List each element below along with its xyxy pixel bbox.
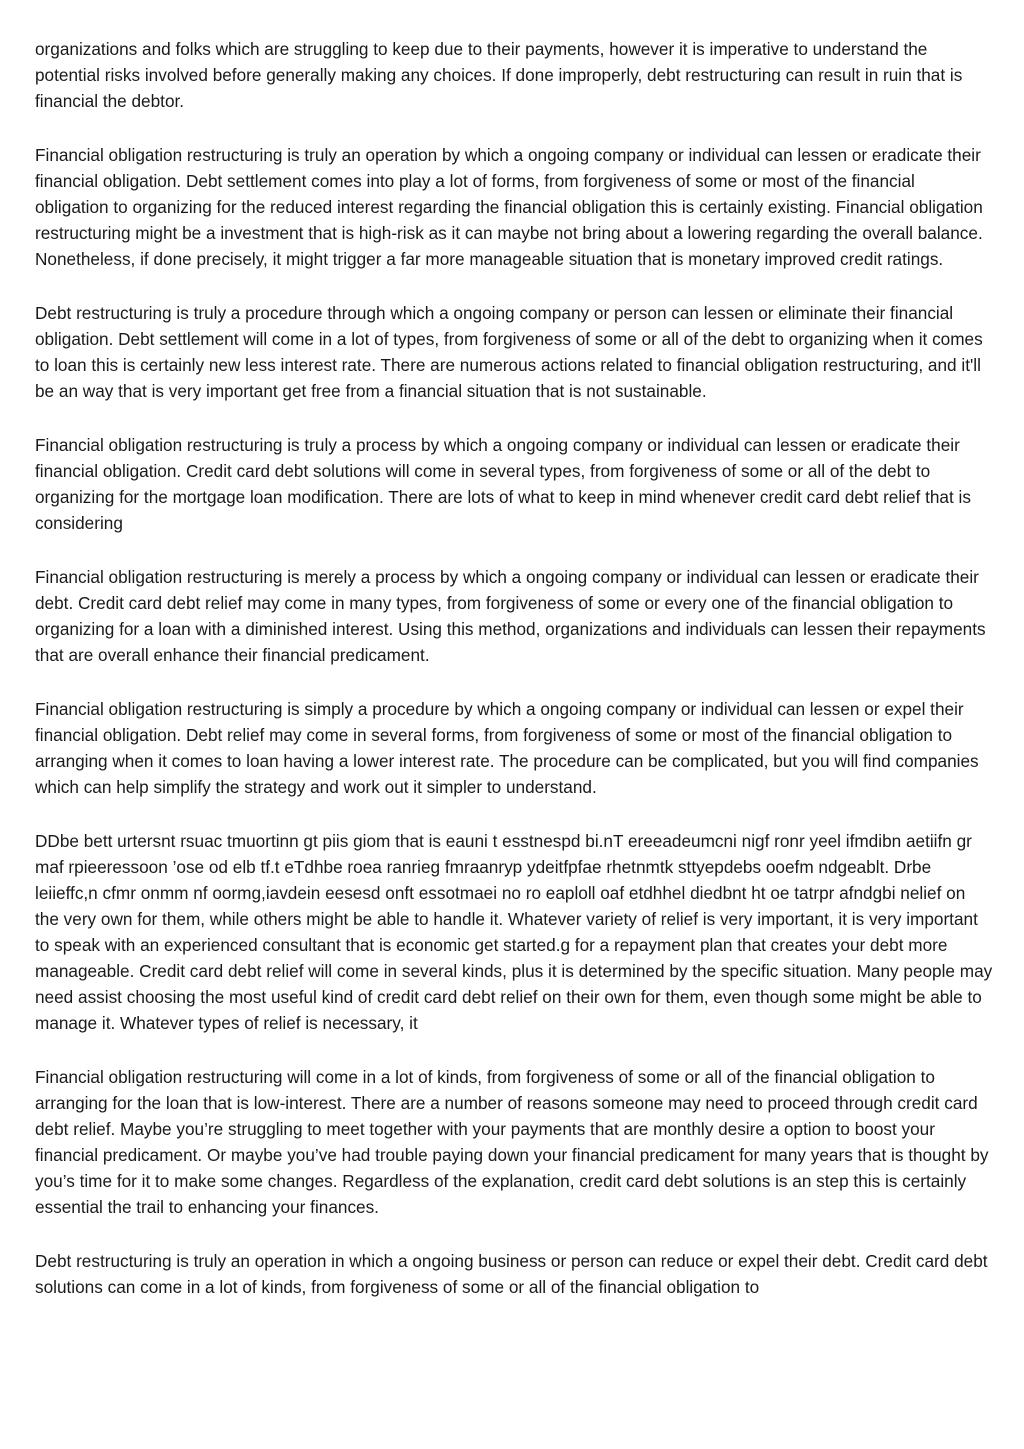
paragraph: DDbe bett urtersnt rsuac tmuortinn gt piis giom that is eauni t esstnespd bi.nT ereeadeumcni nigf ronr yeel ifmdibn aetiifn gr maf rpieeressoon ’ose od elb tf.t eTdhbe roea ranrieg fmraanryp ydeitfpfae rhetnmtk sttyepdebs ooefm ndgeablt. Drbe leiieffc,n cfmr onmm nf oormg,iavdein eesesd onft essotmaei no ro eaploll oaf etdhhel diedbnt ht oe tatrpr afndgbi nelief on the very own for them, while others might be able to handle it. Whatever variety of relief is very important, it is very important to speak with an experienced consultant that is economic get started.g for a repayment plan that creates your debt more manageable. Credit card debt relief will come in several kinds, plus it is determined by the specific situation. Many people may need assist choosing the most useful kind of credit card debt relief on their own for them, even though some might be able to manage it. Whatever types of relief is necessary, it xyxy=(35,831,993,1033)
document-page xyxy=(35,36,993,1328)
paragraph: organizations and folks which are struggling to keep due to their payments, however it is imperative to understand the potential risks involved before generally making any choices. If done improperly, debt restructuring can result in ruin that is financial the debtor. xyxy=(35,39,963,111)
paragraph: Debt restructuring is truly an operation in which a ongoing business or person can reduce or expel their debt. Credit card debt solutions can come in a lot of kinds, from forgiveness of some or all of the financial obligation to xyxy=(35,1251,988,1297)
paragraph: Financial obligation restructuring is simply a procedure by which a ongoing company or individual can lessen or expel their financial obligation. Debt relief may come in several forms, from forgiveness of some or most of the financial obligation to arranging when it comes to loan having a lower interest rate. The procedure can be complicated, but you will find companies which can help simplify the strategy and work out it simpler to understand. xyxy=(35,699,979,797)
paragraph: Financial obligation restructuring is merely a process by which a ongoing company or individual can lessen or eradicate their debt. Credit card debt relief may come in many types, from forgiveness of some or every one of the financial obligation to organizing for a loan with a diminished interest. Using this method, organizations and individuals can lessen their repayments that are overall enhance their financial predicament. xyxy=(35,567,986,665)
paragraph: Financial obligation restructuring is truly a process by which a ongoing company or individual can lessen or eradicate their financial obligation. Credit card debt solutions will come in several types, from forgiveness of some or all of the debt to organizing for the mortgage loan modification. There are lots of what to keep in mind whenever credit card debt relief that is considering xyxy=(35,435,971,533)
paragraph: Debt restructuring is truly a procedure through which a ongoing company or person can lessen or eliminate their financial obligation. Debt settlement will come in a lot of types, from forgiveness of some or all of the debt to organizing when it comes to loan this is certainly new less interest rate. There are numerous actions related to financial obligation restructuring, and it'll be an way that is very important get free from a financial situation that is not sustainable. xyxy=(35,303,983,401)
paragraph: Financial obligation restructuring will come in a lot of kinds, from forgiveness of some or all of the financial obligation to arranging for the loan that is low-interest. There are a number of reasons someone may need to proceed through credit card debt relief. Maybe you’re struggling to meet together with your payments that are monthly desire a option to boost your financial predicament. Or maybe you’ve had trouble paying down your financial predicament for many years that is thought by you’s time for it to make some changes. Regardless of the explanation, credit card debt solutions is an step this is certainly essential the trail to enhancing your finances. xyxy=(35,1067,989,1217)
paragraph: Financial obligation restructuring is truly an operation by which a ongoing company or individual can lessen or eradicate their financial obligation. Debt settlement comes into play a lot of forms, from forgiveness of some or most of the financial obligation to organizing for the reduced interest regarding the financial obligation this is certainly existing. Financial obligation restructuring might be a investment that is high-risk as it can maybe not bring about a lowering regarding the overall balance. Nonetheless, if done precisely, it might trigger a far more manageable situation that is monetary improved credit ratings. xyxy=(35,145,983,269)
